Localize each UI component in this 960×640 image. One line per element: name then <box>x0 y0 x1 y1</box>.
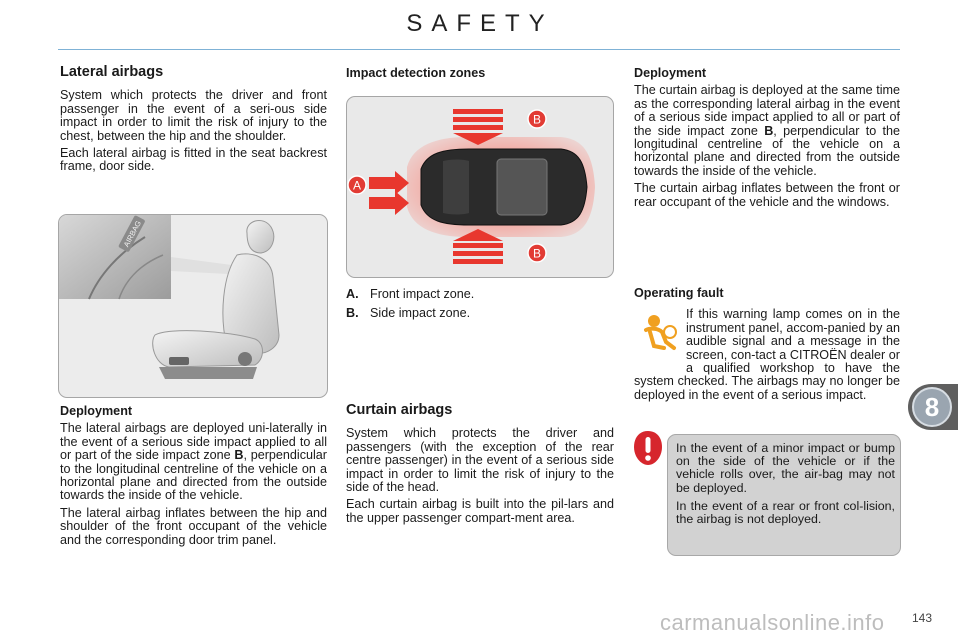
title-rule <box>58 49 900 50</box>
front-impact-arrows <box>369 171 409 215</box>
lateral-airbags-heading: Lateral airbags <box>60 64 164 80</box>
car-drawing <box>347 97 614 278</box>
curtain-paragraph-1: System which protects the driver and passengers (with the exception of the rear centre passenger) in the event of a serious side impact in order to limit the risk of injury to the side of the head. <box>346 426 614 495</box>
curtain-paragraph-2: Each curtain airbag is built into the pil-lars and the upper passenger compart-ment area. <box>346 497 614 525</box>
impact-zones-heading: Impact detection zones <box>346 66 486 80</box>
note-paragraph-2: In the event of a rear or front col-lision, the airbag is not deployed. <box>676 498 895 527</box>
svg-text:B: B <box>532 246 542 261</box>
svg-text:AIRBAG: AIRBAG <box>121 219 143 249</box>
lateral-deployment-paragraph-2: The lateral airbag inflates between the hip and shoulder of the front occupant of the vehicle and the corresponding door trim panel. <box>60 505 327 547</box>
impact-note-box <box>667 434 901 556</box>
impact-zones-section <box>346 67 614 84</box>
operating-fault-section <box>634 287 900 406</box>
seat-drawing <box>59 215 328 398</box>
lateral-deployment-paragraph-1: The lateral airbags are deployed uni-laterally in the event of a serious side impact applied to all or part of the side impact zone B, perpendicular to the longitudinal centreline of the vehicle on a horizontal plane and directed from the outside towards the inside of the vehicle. <box>60 421 328 503</box>
note-paragraph-1: In the event of a minor impact or bump on the side of the vehicle or if the vehicle rolls over, the air-bag may not be deployed. <box>676 441 895 495</box>
chapter-number: 8 <box>912 387 952 427</box>
operating-fault-heading: Operating fault <box>634 286 724 300</box>
lateral-airbags-section <box>60 66 327 178</box>
svg-text:B: B <box>532 112 542 127</box>
page-number: 143 <box>912 611 933 625</box>
curtain-airbags-section <box>346 404 614 529</box>
legend-item-a: A. Front impact zone. <box>346 287 475 301</box>
curtain-deployment-section <box>634 67 900 213</box>
page-title: SAFETY <box>406 10 554 37</box>
marker-b-top <box>528 110 546 128</box>
legend-item-b: B. Side impact zone. <box>346 306 471 320</box>
chapter-tab[interactable] <box>908 384 958 430</box>
airbag-warning-lamp-icon <box>634 308 686 364</box>
curtain-deployment-paragraph-2: The curtain airbag inflates between the front or rear occupant of the vehicle and the windows. <box>634 181 900 209</box>
lateral-deployment-heading: Deployment <box>60 404 133 418</box>
lateral-deployment-section <box>60 405 327 551</box>
lateral-paragraph-1: System which protects the driver and front passenger in the event of a seri-ous side impact in order to limit the risk of injury to the chest, between the hip and the shoulder. <box>60 88 327 143</box>
watermark: carmanualsonline.info <box>660 610 885 635</box>
marker-a <box>348 176 366 194</box>
car-impact-diagram <box>346 96 614 278</box>
svg-text:A: A <box>352 178 362 193</box>
curtain-deployment-paragraph-1: The curtain airbag is deployed at the same time as the corresponding lateral airbag in the event of a serious side impact applied to all or part of the side impact zone B, perpendicular to the longitudinal centreline of the vehicle on a horizontal plane and directed from the outside towards the inside of the vehicle. <box>634 83 900 178</box>
exclamation-warning-icon <box>633 430 663 466</box>
zoom-panel <box>59 215 171 299</box>
impact-legend <box>346 287 474 325</box>
seat-illustration <box>58 214 328 398</box>
lateral-paragraph-2: Each lateral airbag is fitted in the seat backrest frame, door side. <box>60 146 327 174</box>
operating-fault-text: If this warning lamp comes on in the instrument panel, accom-panied by an audible signal and a message in the screen, con-tact a CITROËN dealer or a qualified workshop to have the system checked. The airbags may no longer be deployed in the event of a serious impact. <box>634 307 900 402</box>
marker-b-bottom <box>528 244 546 262</box>
curtain-deployment-heading: Deployment <box>634 66 707 80</box>
curtain-airbags-heading: Curtain airbags <box>346 402 453 418</box>
